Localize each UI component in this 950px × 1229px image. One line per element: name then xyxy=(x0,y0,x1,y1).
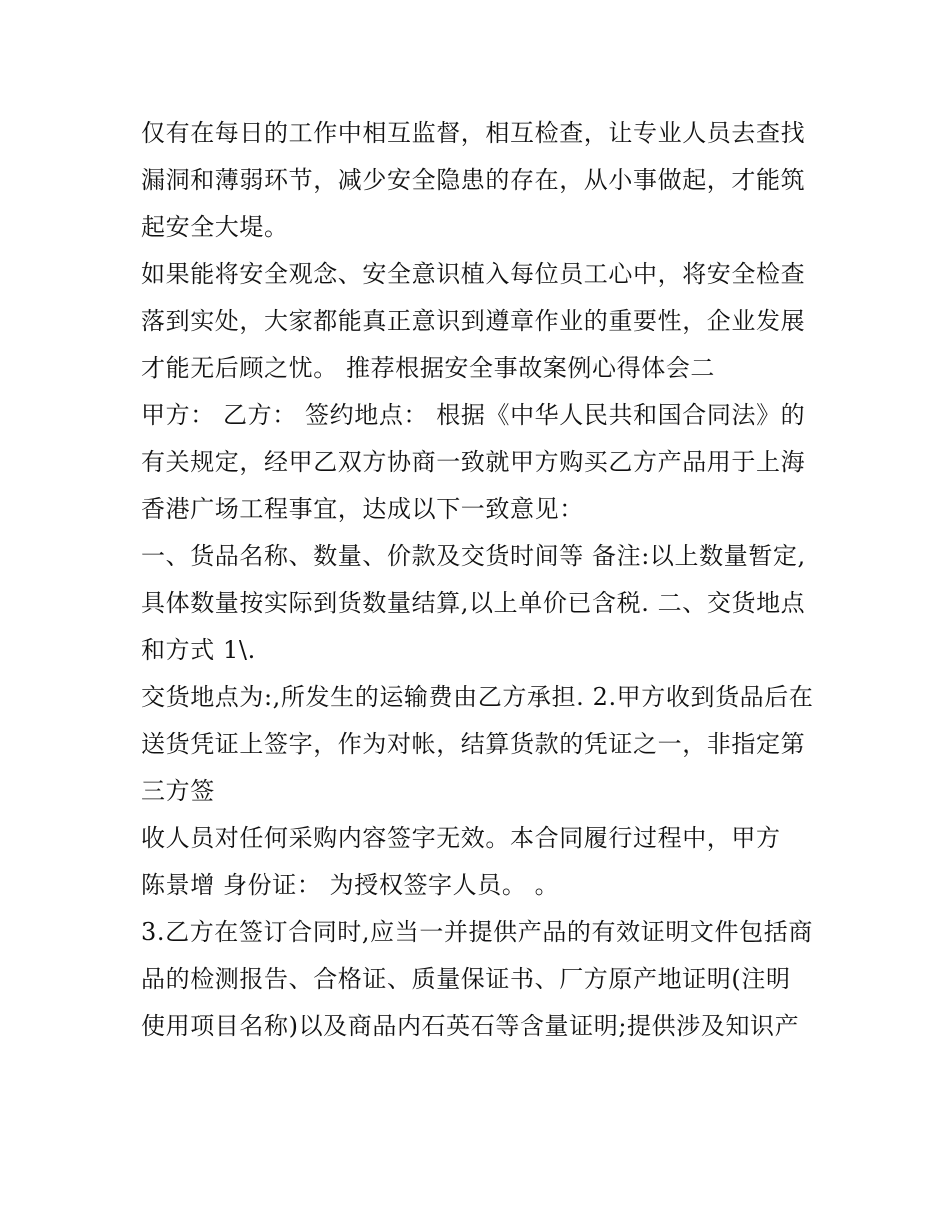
text-line: 使用项目名称)以及商品内石英石等含量证明;提供涉及知识产 xyxy=(141,1012,800,1040)
paragraph-goods-details xyxy=(141,533,821,674)
paragraph-contract-parties xyxy=(141,392,821,533)
text-line: 品的检测报告、合格证、质量保证书、厂方原产地证明(注明 xyxy=(141,965,791,993)
text-line: 三方签 xyxy=(141,777,215,805)
text-line: 交货地点为:,所发生的运输费由乙方承担. 2.甲方收到货品后在 xyxy=(141,683,814,711)
text-line: 漏洞和薄弱环节，减少安全隐患的存在，从小事做起，才能筑 xyxy=(141,166,806,194)
text-line: 3.乙方在签订合同时,应当一并提供产品的有效证明文件包括商 xyxy=(141,918,813,946)
text-line: 和方式 1\. xyxy=(141,636,256,664)
paragraph-safety-awareness xyxy=(141,251,821,392)
paragraph-certificates xyxy=(141,909,821,1050)
text-line: 如果能将安全观念、安全意识植入每位员工心中，将安全检查 xyxy=(141,260,806,288)
text-line: 才能无后顾之忧。 推荐根据安全事故案例心得体会二 xyxy=(141,354,716,382)
text-line: 收人员对任何采购内容签字无效。本合同履行过程中，甲方 xyxy=(141,824,781,852)
paragraph-delivery xyxy=(141,674,821,815)
text-line: 一、货品名称、数量、价款及交货时间等 备注:以上数量暂定, xyxy=(141,542,806,570)
text-line: 落到实处，大家都能真正意识到遵章作业的重要性，企业发展 xyxy=(141,307,806,335)
text-line: 甲方： 乙方： 签约地点： 根据《中华人民共和国合同法》的 xyxy=(141,401,806,429)
text-line: 仅有在每日的工作中相互监督，相互检查，让专业人员去查找 xyxy=(141,119,806,147)
paragraph-signatory xyxy=(141,815,821,909)
paragraph-safety-supervision xyxy=(141,110,821,251)
document-body xyxy=(141,110,821,1050)
text-line: 具体数量按实际到货数量结算,以上单价已含税. 二、交货地点 xyxy=(141,589,806,617)
text-line: 起安全大堤。 xyxy=(141,213,289,241)
text-line: 香港广场工程事宜，达成以下一致意见： xyxy=(141,495,584,523)
text-line: 有关规定，经甲乙双方协商一致就甲方购买乙方产品用于上海 xyxy=(141,448,806,476)
text-line: 送货凭证上签字，作为对帐，结算货款的凭证之一，非指定第 xyxy=(141,730,806,758)
text-line: 陈景增 身份证： 为授权签字人员。 。 xyxy=(141,871,560,899)
